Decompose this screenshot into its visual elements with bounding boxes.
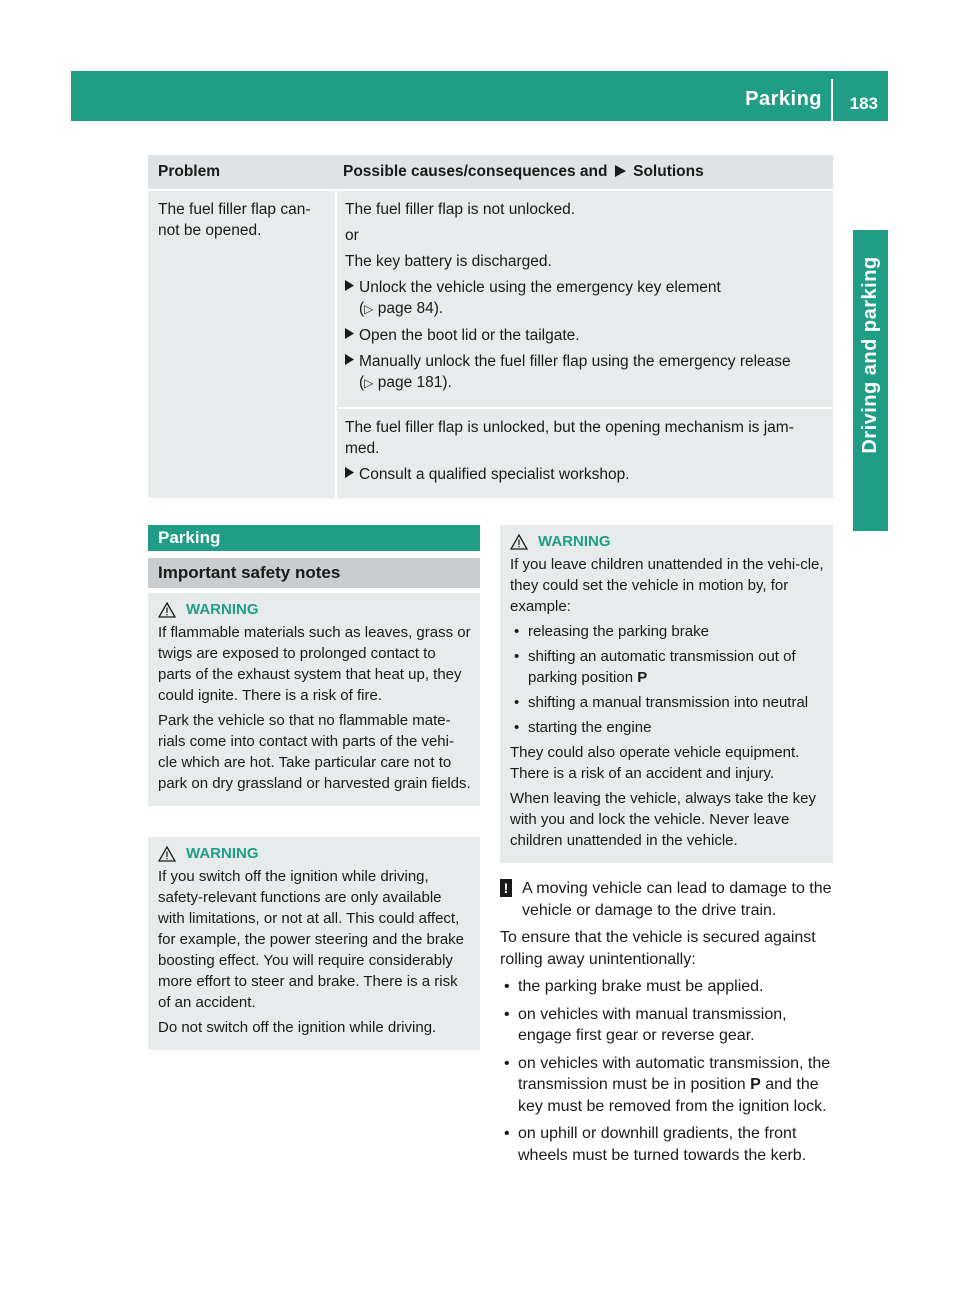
subsection-heading: Important safety notes bbox=[148, 558, 480, 588]
table-header bbox=[148, 155, 833, 189]
step-label: Consult a qualified specialist workshop. bbox=[359, 466, 630, 483]
cause-text: The fuel filler flap is not unlocked. bbox=[345, 201, 576, 218]
solutions-column bbox=[337, 191, 833, 498]
list-item-text: releasing the parking brake bbox=[528, 623, 709, 640]
list-item-label: on vehicles with automatic transmission, the transmission must be in position bbox=[518, 1054, 831, 1093]
header-solutions-prefix: Possible causes/consequences and bbox=[343, 163, 608, 180]
step-label: Open the boot lid or the tailgate. bbox=[359, 327, 580, 344]
bullet-icon: • bbox=[504, 1005, 510, 1023]
warning-title bbox=[510, 531, 825, 552]
warning-title bbox=[158, 599, 472, 620]
list-item bbox=[510, 646, 825, 688]
page-reference: page 181). bbox=[377, 374, 452, 391]
chapter-tab-marker bbox=[853, 480, 888, 531]
warning-text: If you switch off the ignition while driving, safety-relevant functions are only available with limitations, or not at all. This could affect, for example, the power steering and the brake boosting effect. You will require considerably more effort to steer and brake. There is a risk of an accident. bbox=[158, 868, 465, 1011]
list-item-text: the parking brake must be applied. bbox=[518, 978, 764, 995]
warning-text: When leaving the vehicle, always take the key with you and lock the vehicle. Never leave children unattended in the vehicle. bbox=[510, 790, 816, 849]
bullet-icon: • bbox=[514, 719, 520, 736]
header-solutions-suffix: Solutions bbox=[633, 163, 704, 180]
cause-cell-1 bbox=[337, 191, 833, 407]
page-header bbox=[71, 71, 888, 121]
list-item-text: on uphill or downhill gradients, the front wheels must be turned towards the kerb. bbox=[518, 1125, 807, 1164]
page-ref-icon: ▷ bbox=[364, 376, 374, 390]
cause-text: The key battery is discharged. bbox=[345, 253, 552, 270]
list-item bbox=[500, 976, 835, 998]
list-item bbox=[500, 1123, 835, 1166]
warning-box-fire bbox=[148, 593, 480, 806]
gear-position: P bbox=[637, 669, 648, 686]
cause-text: The fuel filler flap is unlocked, but the opening mechanism is jam- med. bbox=[345, 419, 794, 457]
warning-box-children bbox=[500, 525, 833, 863]
warning-label: WARNING bbox=[538, 533, 611, 550]
warning-box-ignition bbox=[148, 837, 480, 1050]
intro-text: To ensure that the vehicle is secured against rolling away unintentionally: bbox=[500, 929, 816, 968]
page-number: 183 bbox=[849, 94, 878, 113]
bullet-icon: • bbox=[504, 1054, 510, 1072]
cause-cell-2 bbox=[337, 409, 833, 498]
note-text: A moving vehicle can lead to damage to the vehicle or damage to the drive train. bbox=[522, 880, 832, 919]
chapter-tab-label: Driving and parking bbox=[859, 256, 881, 454]
parking-body bbox=[500, 878, 835, 1172]
warning-label: WARNING bbox=[186, 601, 259, 618]
list-item-label: shifting an automatic transmission out of parking position bbox=[528, 648, 796, 686]
solution-step bbox=[345, 277, 825, 320]
list-item bbox=[500, 1004, 835, 1047]
solution-step bbox=[345, 464, 825, 485]
bullet-icon: • bbox=[504, 1125, 510, 1142]
bullet-icon: • bbox=[514, 694, 520, 711]
warning-triangle-icon bbox=[158, 602, 176, 618]
warning-text: If you leave children unattended in the vehi-cle, they could set the vehicle in motion by, for example: bbox=[510, 556, 824, 615]
play-arrow-icon bbox=[615, 165, 626, 177]
bullet-icon: • bbox=[514, 623, 520, 640]
header-section-title: Parking bbox=[745, 88, 822, 110]
warning-text: Park the vehicle so that no flammable mate-rials come into contact with parts of the vehi-cle which are hot. Take particular care not to park on dry grassland or harvested grain fields. bbox=[158, 712, 471, 792]
page-ref-icon: ▷ bbox=[364, 302, 374, 316]
list-item bbox=[510, 717, 825, 738]
list-item-text bbox=[528, 646, 825, 688]
list-item-text: shifting a manual transmission into neutral bbox=[528, 694, 809, 711]
page-reference: page 84). bbox=[377, 300, 444, 317]
cause-or: or bbox=[345, 227, 359, 244]
warning-text: Do not switch off the ignition while driving. bbox=[158, 1019, 437, 1036]
list-item-text bbox=[518, 1053, 835, 1118]
step-label: Manually unlock the fuel filler flap using the emergency release bbox=[359, 353, 791, 370]
step-arrow-icon bbox=[345, 277, 359, 320]
list-item bbox=[510, 692, 825, 713]
warning-triangle-icon bbox=[510, 534, 528, 550]
solution-step bbox=[345, 351, 825, 394]
bullet-icon: • bbox=[514, 648, 520, 665]
step-text: Unlock the vehicle using the emergency key element (▷ page 84). bbox=[359, 279, 721, 317]
chapter-tab bbox=[853, 230, 888, 480]
list-item bbox=[500, 1053, 835, 1118]
step-arrow-icon bbox=[345, 325, 359, 346]
problem-cell: The fuel filler flap can- not be opened. bbox=[148, 191, 335, 498]
warning-label: WARNING bbox=[186, 845, 259, 862]
step-arrow-icon bbox=[345, 464, 359, 485]
solution-step bbox=[345, 325, 825, 346]
list-item-text: starting the engine bbox=[528, 719, 652, 736]
step-arrow-icon bbox=[345, 351, 359, 394]
warning-text: If flammable materials such as leaves, grass or twigs are exposed to prolonged contact to parts of the exhaust system that heat up, they could ignite. There is a risk of fire. bbox=[158, 624, 471, 704]
header-solutions bbox=[335, 155, 833, 189]
troubleshooting-table bbox=[148, 155, 833, 498]
gear-position: P bbox=[750, 1076, 761, 1093]
step-text: Manually unlock the fuel filler flap using the emergency release (▷ page 181). bbox=[359, 353, 791, 391]
header-divider bbox=[831, 79, 833, 121]
list-item-tail: and the key must be removed from the ignition lock. bbox=[518, 1076, 827, 1115]
section-heading: Parking bbox=[148, 525, 480, 551]
warning-title bbox=[158, 843, 472, 864]
step-label: Unlock the vehicle using the emergency key element bbox=[359, 279, 721, 296]
header-problem: Problem bbox=[158, 163, 221, 180]
bullet-icon: • bbox=[504, 978, 510, 995]
table-row bbox=[148, 191, 833, 498]
list-item bbox=[510, 621, 825, 642]
damage-note bbox=[500, 878, 835, 921]
list-item-text: on vehicles with manual transmission, engage first gear or reverse gear. bbox=[518, 1005, 787, 1044]
warning-text: They could also operate vehicle equipment. There is a risk of an accident and injury. bbox=[510, 744, 800, 782]
warning-triangle-icon bbox=[158, 846, 176, 862]
exclamation-icon: ! bbox=[500, 878, 522, 921]
